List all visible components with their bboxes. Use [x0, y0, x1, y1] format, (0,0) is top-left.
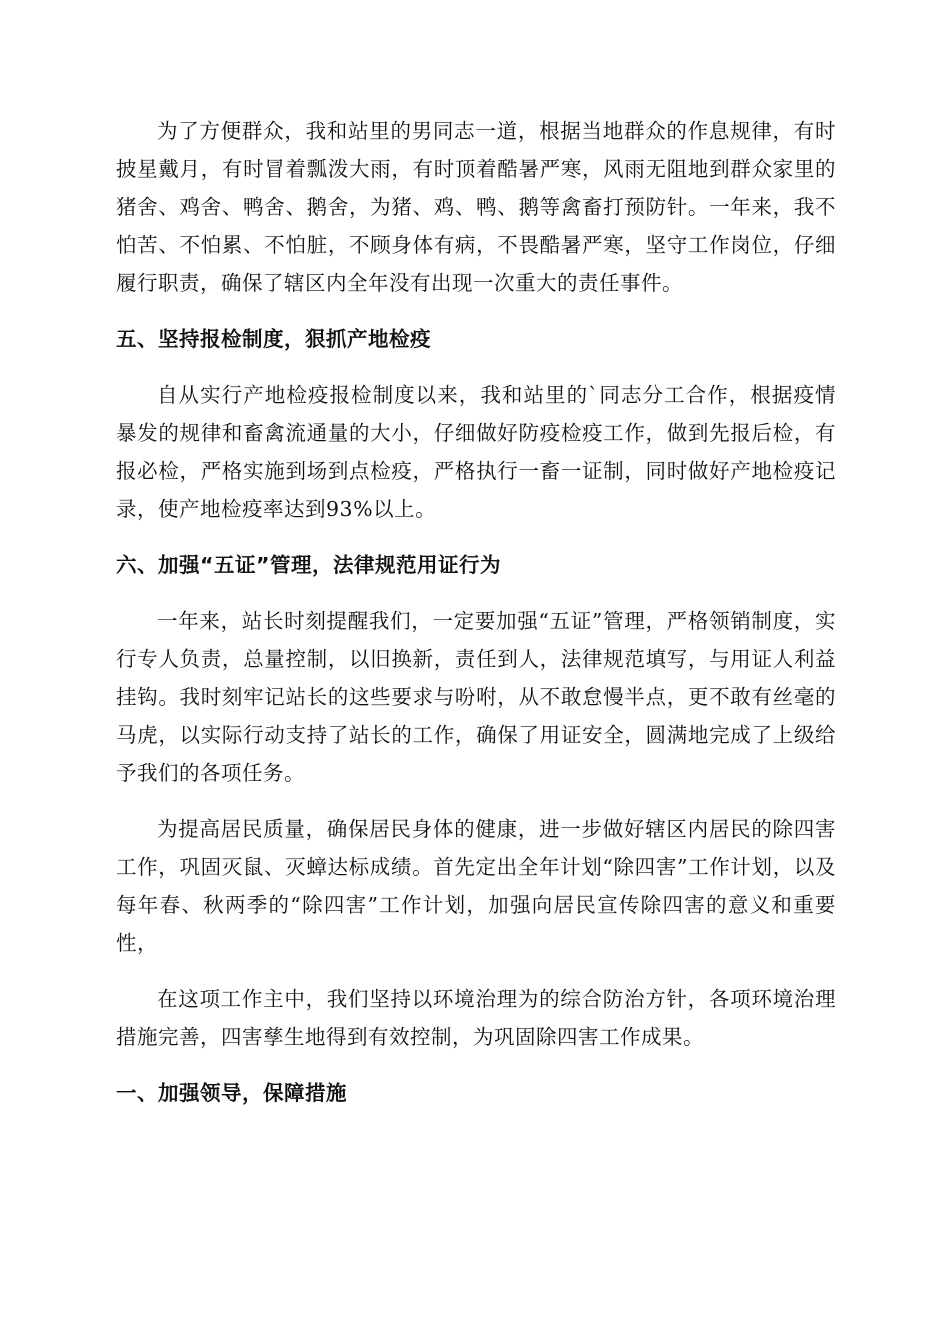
paragraph-four-pests: 为提高居民质量，确保居民身体的健康，进一步做好辖区内居民的除四害工作，巩固灭鼠、灭蟑达标成绩。首先定出全年计划“除四害”工作计划，以及每年春、秋两季的“除四害”工作计划，加强向居民宣传除四害的意义和重要性， — [116, 817, 836, 955]
document-body — [116, 112, 836, 1112]
section-heading-5: 五、坚持报检制度，狠抓产地检疫 — [116, 327, 431, 351]
paragraph-certificates: 一年来，站长时刻提醒我们，一定要加强“五证”管理，严格领销制度，实行专人负责，总量控制，以旧换新，责任到人，法律规范填写，与用证人利益挂钩。我时刻牢记站长的这些要求与吩咐，从不敢怠慢半点，更不敢有丝毫的马虎，以实际行动支持了站长的工作，确保了用证安全，圆满地完成了上级给予我们的各项任务。 — [116, 609, 836, 785]
section-heading-6: 六、加强“五证”管理，法律规范用证行为 — [116, 553, 501, 577]
paragraph-fieldwork: 为了方便群众，我和站里的男同志一道，根据当地群众的作息规律，有时披星戴月，有时冒着瓢泼大雨，有时顶着酷暑严寒，风雨无阻地到群众家里的猪舍、鸡舍、鸭舍、鹅舍，为猪、鸡、鸭、鹅等禽畜打预防针。一年来，我不怕苦、不怕累、不怕脏，不顾身体有病，不畏酷暑严寒，坚守工作岗位，仔细履行职责，确保了辖区内全年没有出现一次重大的责任事件。 — [116, 119, 836, 295]
paragraph-environment: 在这项工作主中，我们坚持以环境治理为的综合防治方针，各项环境治理措施完善，四害孳生地得到有效控制，为巩固除四害工作成果。 — [116, 987, 836, 1049]
paragraph-quarantine: 自从实行产地检疫报检制度以来，我和站里的`同志分工合作，根据疫情暴发的规律和畜禽流通量的大小，仔细做好防疫检疫工作，做到先报后检，有报必检，严格实施到场到点检疫，严格执行一畜一证制，同时做好产地检疫记录，使产地检疫率达到93%以上。 — [116, 383, 836, 521]
section-heading-1: 一、加强领导，保障措施 — [116, 1081, 347, 1105]
